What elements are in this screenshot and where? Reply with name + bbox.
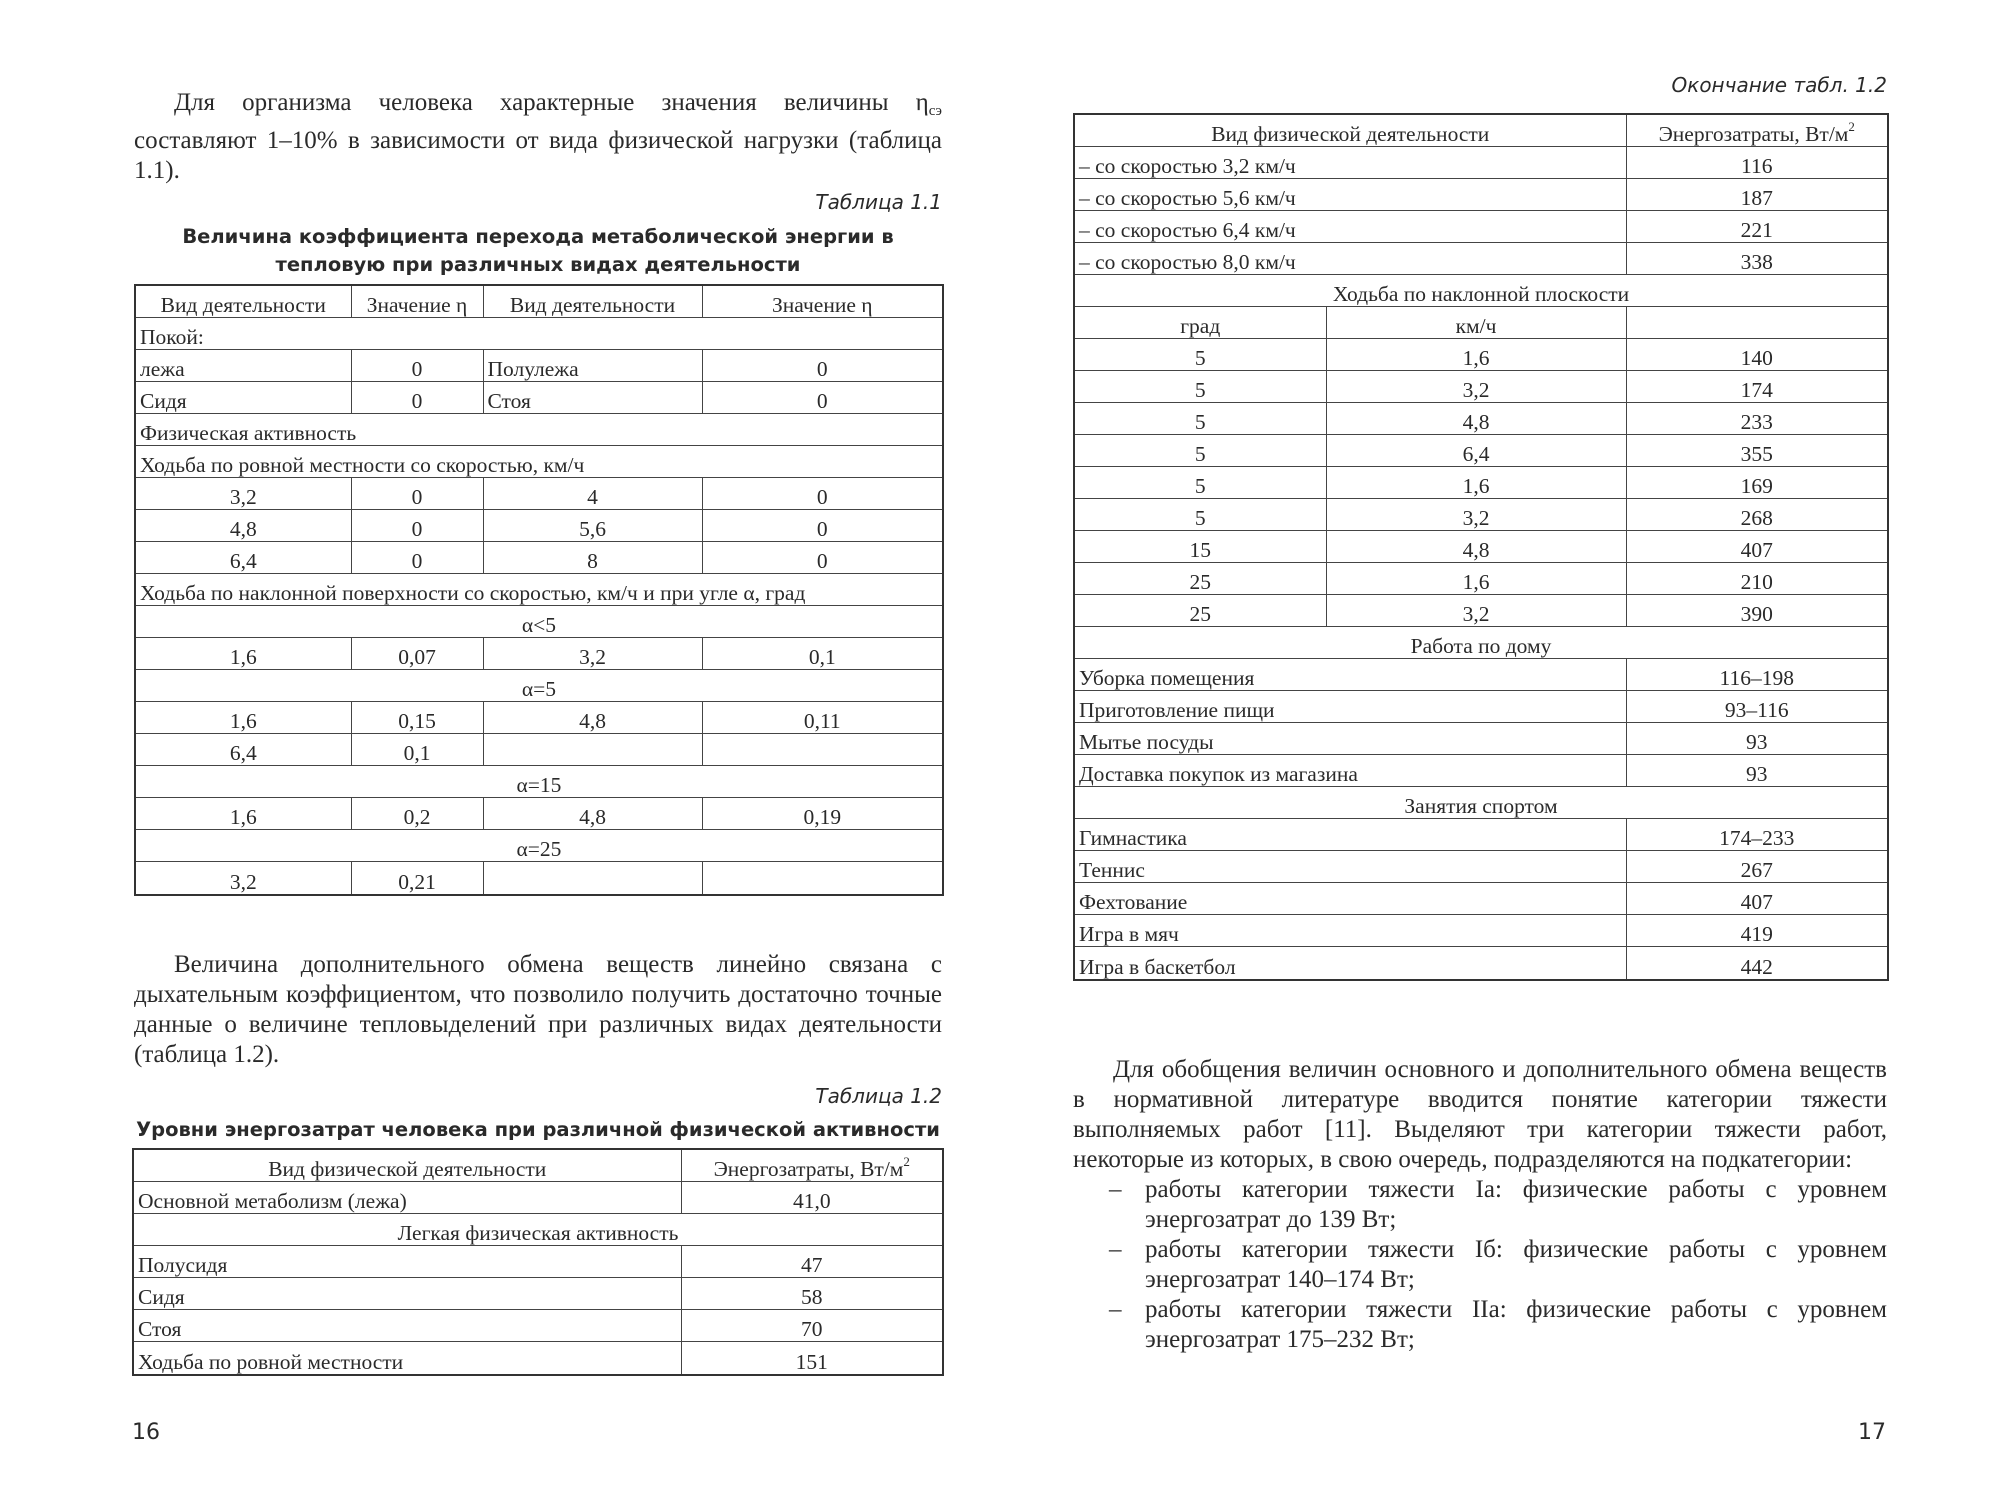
header-energy-text: Энергозатраты, Вт/м xyxy=(713,1157,904,1181)
table-row xyxy=(1074,723,1888,755)
table-cell: Мытье посуды xyxy=(1074,723,1626,755)
table-cell: 210 xyxy=(1626,563,1888,595)
section-cell: Занятия спортом xyxy=(1074,787,1888,819)
body-paragraph: Величина дополнительного обмена веществ линейно связана с дыхательным коэффициентом, что позволило получить достаточно точные данные о величине тепловыделений при различных видах деятельности (таблица 1.2). xyxy=(134,951,942,1068)
table-cell: 116 xyxy=(1626,147,1888,179)
table-cell: 233 xyxy=(1626,403,1888,435)
table-cell: 0 xyxy=(702,478,943,510)
table-1-1-title: Величина коэффициента перехода метаболической энергии в тепловую при различных видах деятельности xyxy=(182,225,894,276)
table-cell: 5,6 xyxy=(483,510,702,542)
table-cell: 5 xyxy=(1074,339,1326,371)
table-row xyxy=(1074,819,1888,851)
table-row xyxy=(1074,147,1888,179)
table-cell xyxy=(702,862,943,896)
table-row xyxy=(135,638,943,670)
alpha-cell: α=25 xyxy=(135,830,943,862)
table-cell: 3,2 xyxy=(135,478,351,510)
table-cell: 6,4 xyxy=(135,734,351,766)
right-page xyxy=(1000,0,2000,1511)
table-cell: Фехтование xyxy=(1074,883,1626,915)
table-cell: Полулежа xyxy=(483,350,702,382)
table-cell: 0,1 xyxy=(702,638,943,670)
section-row xyxy=(1074,627,1888,659)
table-cell xyxy=(483,734,702,766)
table-row xyxy=(1074,467,1888,499)
table-cell: 15 xyxy=(1074,531,1326,563)
alpha-cell: α=15 xyxy=(135,766,943,798)
alpha-row xyxy=(135,670,943,702)
table-row xyxy=(1074,915,1888,947)
table-cell: 338 xyxy=(1626,243,1888,275)
table-cell: 41,0 xyxy=(681,1182,943,1214)
table-row xyxy=(135,702,943,734)
table-row xyxy=(1074,371,1888,403)
table-cell: Сидя xyxy=(133,1278,681,1310)
table-cell: – со скоростью 5,6 км/ч xyxy=(1074,179,1626,211)
table-cell: 5 xyxy=(1074,467,1326,499)
table-1-2-caption: Таблица 1.2 xyxy=(815,1084,942,1108)
table-cell: 1,6 xyxy=(1326,339,1626,371)
section-cell: Физическая активность xyxy=(135,414,943,446)
table-cell xyxy=(483,862,702,896)
table-cell: 0,2 xyxy=(351,798,483,830)
table-header-row xyxy=(1074,114,1888,147)
table-cell: 3,2 xyxy=(1326,499,1626,531)
table-row xyxy=(135,350,943,382)
table-1-1 xyxy=(134,284,944,896)
table-cell: 8 xyxy=(483,542,702,574)
section-cell: Работа по дому xyxy=(1074,627,1888,659)
table-cell: Уборка помещения xyxy=(1074,659,1626,691)
table-row xyxy=(135,798,943,830)
table-cell: 0 xyxy=(351,382,483,414)
alpha-cell: α<5 xyxy=(135,606,943,638)
table-cell: 25 xyxy=(1074,563,1326,595)
table-cell: 221 xyxy=(1626,211,1888,243)
table-cell: – со скоростью 3,2 км/ч xyxy=(1074,147,1626,179)
table-row xyxy=(1074,595,1888,627)
table-cell: 4,8 xyxy=(1326,531,1626,563)
section-cell: Ходьба по наклонной поверхности со скоростью, км/ч и при угле α, град xyxy=(135,574,943,606)
subheader-row xyxy=(1074,307,1888,339)
section-row xyxy=(135,446,943,478)
table-cell: Стоя xyxy=(483,382,702,414)
table-cell: 3,2 xyxy=(483,638,702,670)
superscript: 2 xyxy=(1848,119,1855,134)
table-cell: 25 xyxy=(1074,595,1326,627)
table-row xyxy=(1074,691,1888,723)
table-cell: 1,6 xyxy=(135,638,351,670)
subheader-cell: км/ч xyxy=(1326,307,1626,339)
table-row xyxy=(1074,403,1888,435)
table-row xyxy=(133,1182,943,1214)
table-cell: 93 xyxy=(1626,755,1888,787)
table-cell xyxy=(702,734,943,766)
table-cell: Доставка покупок из магазина xyxy=(1074,755,1626,787)
header-cell: Значение η xyxy=(351,285,483,318)
table-cell: 0,1 xyxy=(351,734,483,766)
subheader-cell: град xyxy=(1074,307,1326,339)
continuation-caption: Окончание табл. 1.2 xyxy=(1671,73,1887,97)
superscript: 2 xyxy=(903,1154,910,1169)
table-cell: 3,2 xyxy=(1326,371,1626,403)
table-cell: 0 xyxy=(702,510,943,542)
table-row xyxy=(1074,947,1888,981)
page-number: 17 xyxy=(1858,1420,1886,1445)
table-cell: 3,2 xyxy=(135,862,351,896)
table-cell: 174 xyxy=(1626,371,1888,403)
table-row xyxy=(133,1310,943,1342)
header-cell: Вид физической деятельности xyxy=(1074,114,1626,147)
table-cell: 70 xyxy=(681,1310,943,1342)
table-cell: – со скоростью 6,4 км/ч xyxy=(1074,211,1626,243)
table-cell: 5 xyxy=(1074,435,1326,467)
table-row xyxy=(135,478,943,510)
table-cell: – со скоростью 8,0 км/ч xyxy=(1074,243,1626,275)
table-cell: 355 xyxy=(1626,435,1888,467)
table-header-row xyxy=(135,285,943,318)
table-cell: 407 xyxy=(1626,531,1888,563)
section-row xyxy=(135,414,943,446)
table-cell: 0 xyxy=(702,542,943,574)
section-row xyxy=(133,1214,943,1246)
table-cell: Игра в мяч xyxy=(1074,915,1626,947)
table-row xyxy=(1074,211,1888,243)
table-cell: 0 xyxy=(351,510,483,542)
table-row xyxy=(133,1342,943,1376)
table-row xyxy=(1074,243,1888,275)
table-cell: 0,07 xyxy=(351,638,483,670)
table-row xyxy=(1074,851,1888,883)
table-row xyxy=(1074,179,1888,211)
table-cell: 0,19 xyxy=(702,798,943,830)
section-cell: Ходьба по ровной местности со скоростью, км/ч xyxy=(135,446,943,478)
table-cell: 4,8 xyxy=(483,702,702,734)
table-cell: 4,8 xyxy=(1326,403,1626,435)
table-cell: Основной метаболизм (лежа) xyxy=(133,1182,681,1214)
table-cell: 267 xyxy=(1626,851,1888,883)
table-row xyxy=(1074,659,1888,691)
table-cell: Теннис xyxy=(1074,851,1626,883)
table-cell: 0,11 xyxy=(702,702,943,734)
table-cell: 1,6 xyxy=(1326,467,1626,499)
table-cell: 140 xyxy=(1626,339,1888,371)
table-header-row xyxy=(133,1149,943,1182)
section-cell: Ходьба по наклонной плоскости xyxy=(1074,275,1888,307)
table-cell: 390 xyxy=(1626,595,1888,627)
alpha-row xyxy=(135,606,943,638)
page-number: 16 xyxy=(132,1420,160,1445)
header-cell: Значение η xyxy=(702,285,943,318)
table-cell: 4 xyxy=(483,478,702,510)
category-list xyxy=(1073,1175,1887,1355)
header-cell: Вид физической деятельности xyxy=(133,1149,681,1182)
table-row xyxy=(1074,435,1888,467)
list-item: – работы категории тяжести IIа: физические работы с уровнем энергозатрат 175–232 Вт; xyxy=(1109,1296,1887,1353)
header-cell: Вид деятельности xyxy=(135,285,351,318)
table-cell: Приготовление пищи xyxy=(1074,691,1626,723)
header-cell-energy xyxy=(1626,114,1888,147)
table-1-1-caption: Таблица 1.1 xyxy=(815,190,942,214)
subheader-cell xyxy=(1626,307,1888,339)
table-cell: 169 xyxy=(1626,467,1888,499)
table-row xyxy=(135,542,943,574)
table-cell: 47 xyxy=(681,1246,943,1278)
table-row xyxy=(135,734,943,766)
section-cell: Легкая физическая активность xyxy=(133,1214,943,1246)
table-row xyxy=(133,1278,943,1310)
header-energy-text: Энергозатраты, Вт/м xyxy=(1658,122,1849,146)
alpha-cell: α=5 xyxy=(135,670,943,702)
table-row xyxy=(135,862,943,896)
header-cell-energy xyxy=(681,1149,943,1182)
table-cell: лежа xyxy=(135,350,351,382)
table-cell: 187 xyxy=(1626,179,1888,211)
table-cell: 3,2 xyxy=(1326,595,1626,627)
table-cell: 0,15 xyxy=(351,702,483,734)
table-cell: 5 xyxy=(1074,403,1326,435)
table-row xyxy=(1074,563,1888,595)
section-row xyxy=(1074,787,1888,819)
table-cell: 0 xyxy=(351,478,483,510)
table-cell: 93–116 xyxy=(1626,691,1888,723)
table-row xyxy=(133,1246,943,1278)
table-row xyxy=(135,382,943,414)
table-cell: 151 xyxy=(681,1342,943,1376)
body-paragraph: Для обобщения величин основного и дополнительного обмена веществ в нормативной литературе вводится понятие категории тяжести выполняемых работ [11]. Выделяют три категории тяжести работ, некоторые из которых, в свою очередь, подразделяются на подкатегории: xyxy=(1073,1056,1887,1173)
table-row xyxy=(135,510,943,542)
table-cell: 6,4 xyxy=(135,542,351,574)
table-cell: 1,6 xyxy=(135,798,351,830)
table-cell: 1,6 xyxy=(135,702,351,734)
table-row xyxy=(1074,531,1888,563)
table-cell: 0,21 xyxy=(351,862,483,896)
header-cell: Вид деятельности xyxy=(483,285,702,318)
table-row xyxy=(1074,883,1888,915)
table-cell: Ходьба по ровной местности xyxy=(133,1342,681,1376)
list-item: – работы категории тяжести Iб: физические работы с уровнем энергозатрат 140–174 Вт; xyxy=(1109,1236,1887,1293)
table-cell: 268 xyxy=(1626,499,1888,531)
table-cell: 419 xyxy=(1626,915,1888,947)
table-cell: 1,6 xyxy=(1326,563,1626,595)
table-cell: 93 xyxy=(1626,723,1888,755)
table-cell: 4,8 xyxy=(135,510,351,542)
section-row xyxy=(135,574,943,606)
dash-marker: – xyxy=(1109,1236,1122,1263)
category-section xyxy=(1073,1055,1887,1355)
intro-paragraph: Для организма человека характерные значения величины $\eta_{сэ}$ составляют 1–10% в зависимости от вида физической нагрузки (таблица 1.1). xyxy=(134,89,942,184)
alpha-row xyxy=(135,830,943,862)
table-cell: 0 xyxy=(351,542,483,574)
table-cell: Сидя xyxy=(135,382,351,414)
section-row xyxy=(135,318,943,350)
table-row xyxy=(1074,339,1888,371)
table-1-2-continued xyxy=(1073,113,1889,981)
list-item: – работы категории тяжести Iа: физические работы с уровнем энергозатрат до 139 Вт; xyxy=(1109,1176,1887,1233)
section-cell: Покой: xyxy=(135,318,943,350)
table-row xyxy=(1074,755,1888,787)
table-cell: 0 xyxy=(351,350,483,382)
table-1-2 xyxy=(132,1148,944,1376)
table-cell: Стоя xyxy=(133,1310,681,1342)
table-cell: 174–233 xyxy=(1626,819,1888,851)
dash-marker: – xyxy=(1109,1296,1122,1323)
section-row xyxy=(1074,275,1888,307)
table-cell: 116–198 xyxy=(1626,659,1888,691)
table-cell: Полусидя xyxy=(133,1246,681,1278)
table-cell: 0 xyxy=(702,350,943,382)
table-cell: 5 xyxy=(1074,499,1326,531)
table-cell: 4,8 xyxy=(483,798,702,830)
table-row xyxy=(1074,499,1888,531)
table-cell: Игра в баскетбол xyxy=(1074,947,1626,981)
alpha-row xyxy=(135,766,943,798)
table-cell: 6,4 xyxy=(1326,435,1626,467)
table-cell: 442 xyxy=(1626,947,1888,981)
dash-marker: – xyxy=(1109,1176,1122,1203)
table-cell: 0 xyxy=(702,382,943,414)
table-cell: 5 xyxy=(1074,371,1326,403)
table-cell: Гимнастика xyxy=(1074,819,1626,851)
table-1-2-title: Уровни энергозатрат человека при различной физической активности xyxy=(136,1118,940,1141)
table-cell: 407 xyxy=(1626,883,1888,915)
table-cell: 58 xyxy=(681,1278,943,1310)
